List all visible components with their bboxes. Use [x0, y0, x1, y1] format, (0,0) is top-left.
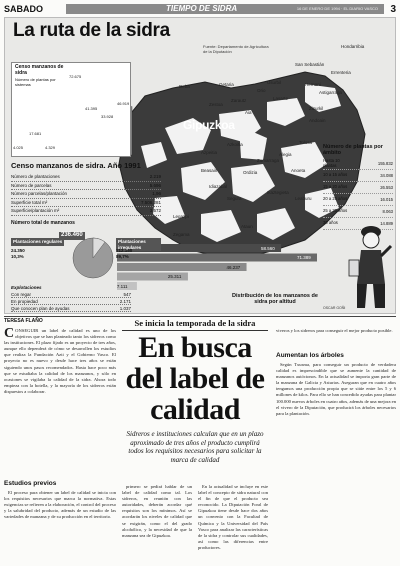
distribution-value: 25.311 — [167, 274, 182, 279]
article-column-4a — [276, 328, 396, 348]
census-label: Superficie total m² — [11, 199, 48, 205]
distribution-value: 58.560 — [261, 245, 275, 251]
exploitation-row — [11, 305, 131, 312]
plants-legend-title: Número de plantas por ámbito — [323, 144, 383, 156]
legend-value: 14.889 — [380, 221, 393, 226]
census-value: 7.506.281 — [140, 199, 161, 205]
census-label: Número parcelas/plantación — [11, 191, 68, 196]
town-label: Beasain — [201, 168, 218, 173]
column-2-text: primero se pedirá hablar de un label de calidad como tal. Los sidreros, en reunión con las autoridades, deberán acordar qué requisitos son los mínimos. Así se acordarán los niveles de calidad que se exigirán, como el del grado alcohólico, y la necesidad de que la manzana sea de Gipuzkoa. — [122, 484, 192, 538]
pie-regular-label: Plantaciones regulares — [13, 239, 63, 244]
census-bar-value: 72.675 — [69, 74, 82, 79]
legend-value: 155.832 — [377, 161, 393, 166]
distribution-value: 7.111 — [116, 283, 128, 289]
article-column-2 — [122, 484, 192, 562]
census-chart-title: Censo manzanos de sidra — [15, 64, 64, 76]
subheading-estudios: Estudios previos — [4, 480, 57, 487]
census-value: 1,96 — [152, 191, 161, 196]
town-label: Hernani — [305, 82, 321, 87]
section-band — [66, 4, 384, 14]
pie-regular-pct: 10,3% — [11, 254, 24, 259]
legend-row — [323, 206, 393, 218]
town-label: Usurbil — [267, 80, 282, 85]
exploitation-row — [11, 291, 131, 298]
article-byline: TERESA FLAÑO — [4, 318, 43, 324]
town-label: Ikaztegieta — [267, 190, 289, 195]
article-column-3 — [198, 484, 268, 562]
legend-value: 26.553 — [380, 185, 393, 190]
legend-value: 16.015 — [380, 197, 393, 202]
town-label: Errenteria — [331, 70, 351, 75]
section-divider — [4, 316, 396, 317]
pie-irregular-pct: 89,7% — [116, 254, 129, 259]
column-3-text: En la actualidad se incluye en este label el concepto de sidra natural con el fin de que el producto sea reconocido. La Diputación Foral de Gipuzkoa tiene desde hace dos años un convenio con la Facultad de Química y la Universidad del País Vasco para analizar las características de la sidra y controlar sus cualidades, así como las diferencias entre productores. — [198, 484, 268, 550]
legend-label: 15 a 20 años — [323, 184, 348, 190]
town-label: Segura — [227, 196, 242, 201]
page-header — [4, 3, 396, 15]
census-bar-value: 4.025 — [13, 144, 24, 150]
town-label: Zumarraga — [257, 158, 280, 163]
town-label: Orio — [257, 88, 266, 93]
town-label: Zizurkil — [309, 106, 324, 111]
subheading-arboles: Aumentan los árboles — [276, 352, 344, 359]
town-label: Deba — [179, 84, 190, 89]
census-row — [11, 207, 161, 216]
infographic-source: Fuente: Departamento de Agricultura de la Diputación — [203, 44, 269, 54]
article-headline: En busca del label de calidad — [125, 331, 265, 426]
column-4a-text: viveros y los sidreros para conseguir el mejor producto posible. — [276, 328, 393, 333]
census-row — [11, 190, 161, 199]
legend-value: 34.088 — [380, 173, 393, 178]
exploitation-row — [11, 298, 131, 305]
town-label: Zestoa — [209, 102, 223, 107]
town-label: Alegia — [279, 152, 292, 157]
distribution-title: Distribución de los manzanos de sidra por altitud — [232, 293, 318, 305]
exploitation-value: 2.171 — [119, 299, 131, 304]
exploitations-title: Explotaciones — [11, 285, 42, 290]
town-label: Ordizia — [243, 170, 258, 175]
town-label: Zarautz — [231, 98, 247, 103]
article-column-1b — [4, 490, 116, 562]
town-label: Ataun — [241, 224, 253, 229]
town-label: Anoeta — [291, 168, 306, 173]
census-value: 5.696 — [149, 182, 161, 188]
town-label: Tolosa — [299, 140, 313, 145]
total-trees-label: Número total de manzanos — [11, 219, 75, 226]
section-title: TIEMPO DE SIDRA — [166, 4, 238, 13]
cider-maker-illustration — [347, 218, 393, 312]
town-label: Andoain — [309, 118, 326, 123]
legend-label: 20 a 25 años — [323, 196, 348, 202]
distribution-value: 71.389 — [297, 255, 311, 260]
census-bar-value: 4.329 — [45, 144, 56, 150]
legend-row — [323, 170, 393, 182]
census-row — [11, 199, 161, 208]
graphic-credit: OSCAR GOÑI — [323, 306, 346, 310]
town-label: Legazpi — [173, 214, 189, 219]
infographic — [4, 17, 396, 314]
column-1b-text: El proceso para obtener un label de calidad se inicia con los requisitos necesarios que marca la normativa. Estas exigencias se refieren a la elaboración, el control del proceso y la salubridad del producto, además de un estudio de las variedades de manzana y de su producción en el territorio. — [4, 490, 116, 520]
census-value: 3.572 — [149, 208, 161, 213]
town-label: Lasarte — [273, 96, 289, 101]
town-label: Astigarraga — [319, 90, 343, 95]
page-number: 3 — [390, 3, 396, 15]
legend-label: 25 a 30 años — [323, 208, 348, 214]
census-value: 2.219 — [149, 174, 161, 179]
census-bar-value: 46.919 — [117, 100, 130, 106]
census-row — [11, 173, 161, 182]
pie-regular-value: 24.350 — [11, 248, 25, 253]
town-label: Hondarribia — [341, 44, 365, 49]
census-label: Número de plantaciones — [11, 174, 60, 179]
exploitation-value: 547 — [123, 292, 131, 297]
census-chart-subtitle: Número de plantas por sistemas — [15, 77, 56, 87]
town-label: San Sebastián — [295, 62, 325, 67]
infographic-title: La ruta de la sidra — [13, 20, 170, 41]
town-label: Idiazabal — [209, 184, 228, 189]
town-label: Azpeitia — [201, 150, 218, 155]
census-bar-value: 17.681 — [29, 130, 42, 136]
legend-label: 30 años — [323, 220, 338, 226]
exploitation-label: En propiedad — [11, 299, 38, 304]
column-1-text: ONSEGUIR un label de calidad es uno de los objetivos que se han planteado tanto los sidreros como las instituciones. El plazo fijado es un proyecto de tres años, aunque ello dependerá de cómo se desarrollen los estudios que realiza la Fundación Azti y el Gobierno Vasco. El proyecto no es nuevo y desde hace tres años se están siguiendo unos pasos recomendados. Hasta hace poco más que se estudiaba la calidad de los manzanos, y sólo en ocasiones se vigilaba la calidad de la sidra. Ahora todo empieza con la botella, y la mayoría de los sidreros están dispuestos a colaborar. — [4, 328, 116, 394]
exploitation-label: Que conocen plan de ayudas — [11, 306, 70, 311]
pie-irregular-value: 212.150 — [116, 248, 133, 253]
town-label: Zegama — [173, 232, 190, 237]
distribution-value: 46.237 — [226, 264, 241, 270]
exploitations-table — [11, 285, 131, 312]
day-label: SABADO — [4, 4, 44, 14]
article-column-4 — [276, 362, 396, 562]
issue-date: 16 DE ENERO DE 1994 · EL DIARIO VASCO — [296, 6, 378, 11]
legend-row — [323, 158, 393, 170]
pie-irregular-label: Plantaciones irregulares — [116, 238, 161, 251]
legend-value: 8.063 — [382, 209, 393, 214]
pie-legend — [11, 232, 161, 282]
legend-row — [323, 194, 393, 206]
town-label: Aia — [245, 110, 252, 115]
exploitation-value: 1.037 — [119, 306, 131, 311]
legend-row — [323, 182, 393, 194]
town-label: Getaria — [219, 82, 234, 87]
article — [4, 318, 396, 564]
article-kicker: Se inicia la temporada de la sidra — [122, 318, 268, 331]
pie-total-value: 236.460 — [61, 232, 83, 238]
census-label: Superficie/plantación m² — [11, 208, 60, 213]
census-table-title: Censo manzanos de sidra. Año 1991 — [11, 161, 141, 170]
column-4-text: Según Txusma, para conseguir un producto de verdadera calidad es imprescindible que se aumente la cantidad de manzanos autóctonos. En la actualidad se importa gran parte de la manzana de Galicia y Asturias. Aseguran que en cuatro años tengamos una producción propia que se sitúe entre los 5 y 6 millones de kilos. Para ello se han concedido ayudas para plantar 100.000 nuevos árboles en cuatro años, además de una mejora en el vivero de la Diputación, que producirá los árboles necesarios para la plantación. — [276, 362, 396, 416]
census-label: Número de parcelas — [11, 182, 52, 188]
census-bar-value: 41.395 — [85, 106, 98, 112]
town-label: Leaburu — [295, 196, 312, 201]
legend-label: Hasta 10 plantas — [323, 158, 340, 168]
census-bar-value: 33.928 — [101, 113, 114, 119]
census-row — [11, 182, 161, 191]
census-table — [11, 161, 161, 226]
article-column-1 — [4, 328, 116, 474]
legend-label: 10 a 15 años — [323, 172, 348, 178]
province-label: Gipuzkoa — [183, 118, 235, 132]
article-subhead: Sidreros e instituciones calculan que en un plazo aproximado de tres años el producto cumplirá todos los requisitos necesarios para solicitar la marca de calidad — [126, 430, 264, 464]
town-label: Azkoitia — [227, 142, 243, 147]
exploitation-label: Con regar — [11, 292, 32, 297]
drop-cap: C — [4, 328, 15, 341]
